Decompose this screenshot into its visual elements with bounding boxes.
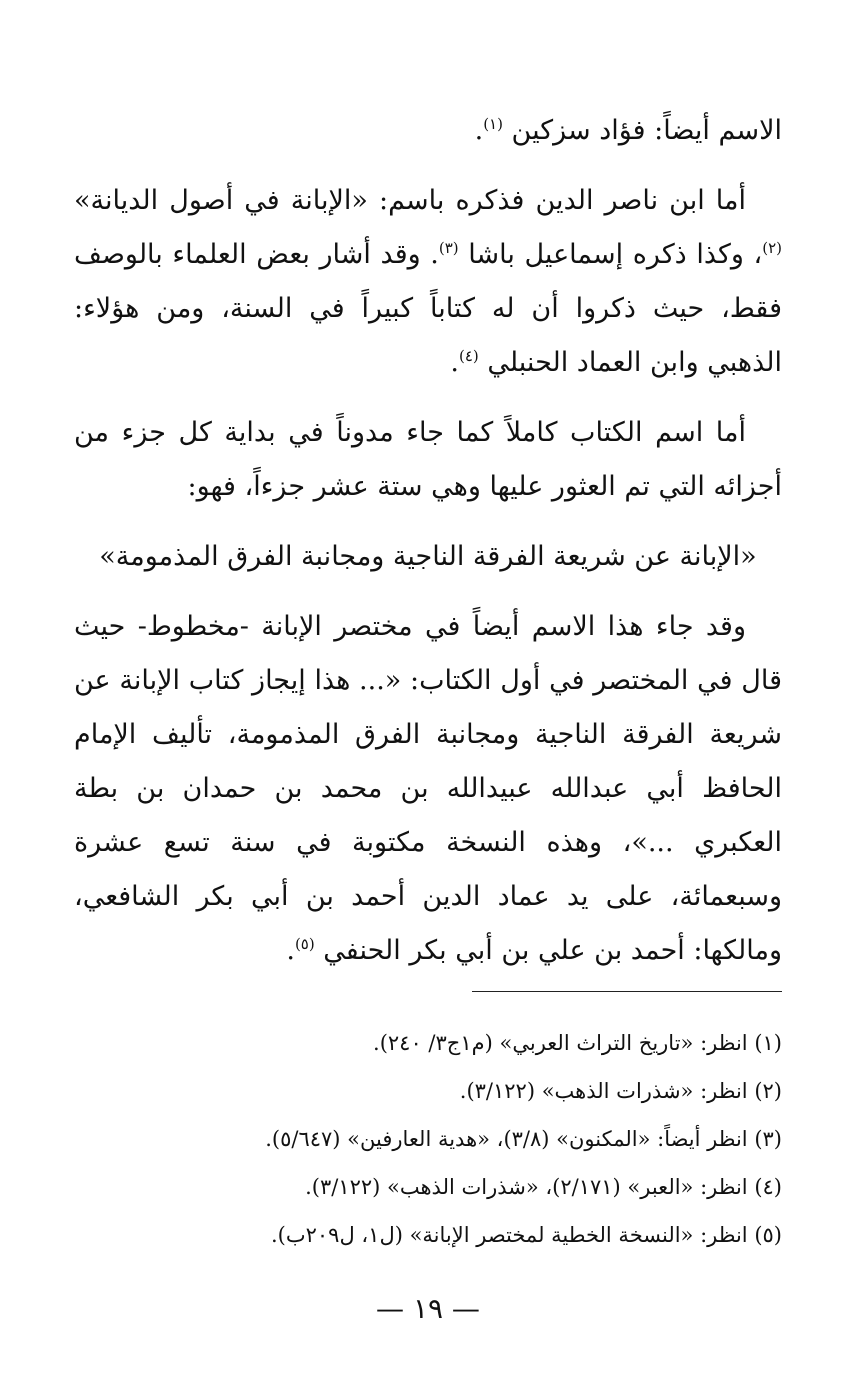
footnote-marker: (٥) xyxy=(294,935,315,953)
paragraphs-container xyxy=(74,104,782,514)
paragraph-manuscript xyxy=(74,600,782,978)
text-run: أما اسم الكتاب كاملاً كما جاء مدوناً في بداية كل جزء من أجزائه التي تم العثور عليها وهي ستة عشر جزءاً، فهو: xyxy=(74,417,782,502)
footnote-marker: (١) xyxy=(483,115,503,133)
paragraph-2 xyxy=(74,174,782,390)
text-run: . وقد أشار بعض العلماء بالوصف فقط، حيث ذكروا أن له كتاباً كبيراً في السنة، ومن هؤلاء: الذهبي وابن العماد الحنبلي xyxy=(74,239,782,378)
footnote-3: (٣) انظر أيضاً: «المكنون» (٣/٨)، «هدية العارفين» (٥/٦٤٧). xyxy=(265,1127,782,1151)
text-run: ، وكذا ذكره إسماعيل باشا xyxy=(458,239,763,270)
paragraph-1 xyxy=(74,104,782,158)
footnote-marker: (٤) xyxy=(458,347,479,365)
footnote-separator xyxy=(472,991,782,992)
footnotes xyxy=(74,1019,782,1259)
footnote-5: (٥) انظر: «النسخة الخطية لمختصر الإبانة» (ل١، ل٢٠٩ب). xyxy=(270,1223,782,1247)
text-run: وقد جاء هذا الاسم أيضاً في مختصر الإبانة -مخطوط- حيث قال في المختصر في أول الكتاب: «... هذا إيجاز كتاب الإبانة عن شريعة الفرقة الناجية ومجانبة الفرق المذمومة، تأليف الإمام الحافظ أبي عبدالله عبيدالله بن محمد بن حمدان بن بطة العكبري ...»، وهذه النسخة مكتوبة في سنة تسع عشرة وسبعمائة، على يد عماد الدين أحمد بن أبي بكر الشافعي، ومالكها: أحمد بن علي بن أبي بكر الحنفي xyxy=(74,611,782,966)
text-run: أما ابن ناصر الدين فذكره باسم: «الإبانة في أصول الديانة» xyxy=(74,185,746,216)
last-paragraph-container xyxy=(74,600,782,978)
footnote-1: (١) انظر: «تاريخ التراث العربي» (م١ج٣/ ٢٤٠). xyxy=(373,1031,782,1055)
footnote-4: (٤) انظر: «العبر» (٢/١٧١)، «شذرات الذهب» (٣/١٢٢). xyxy=(305,1175,782,1199)
paragraph-3 xyxy=(74,406,782,514)
footnote-2: (٢) انظر: «شذرات الذهب» (٣/١٢٢). xyxy=(459,1079,782,1103)
footnote-marker: (٢) xyxy=(762,239,783,257)
text-run: الاسم أيضاً: فؤاد سزكين xyxy=(502,115,782,146)
text-run: . xyxy=(474,115,484,146)
book-title: «الإبانة عن شريعة الفرقة الناجية ومجانبة الفرق المذمومة» xyxy=(99,541,757,572)
footnote-marker: (٣) xyxy=(438,239,459,257)
text-run: . xyxy=(450,347,459,378)
page-number: — ١٩ — xyxy=(376,1292,480,1325)
main-text xyxy=(74,104,782,994)
text-run: . xyxy=(286,935,295,966)
